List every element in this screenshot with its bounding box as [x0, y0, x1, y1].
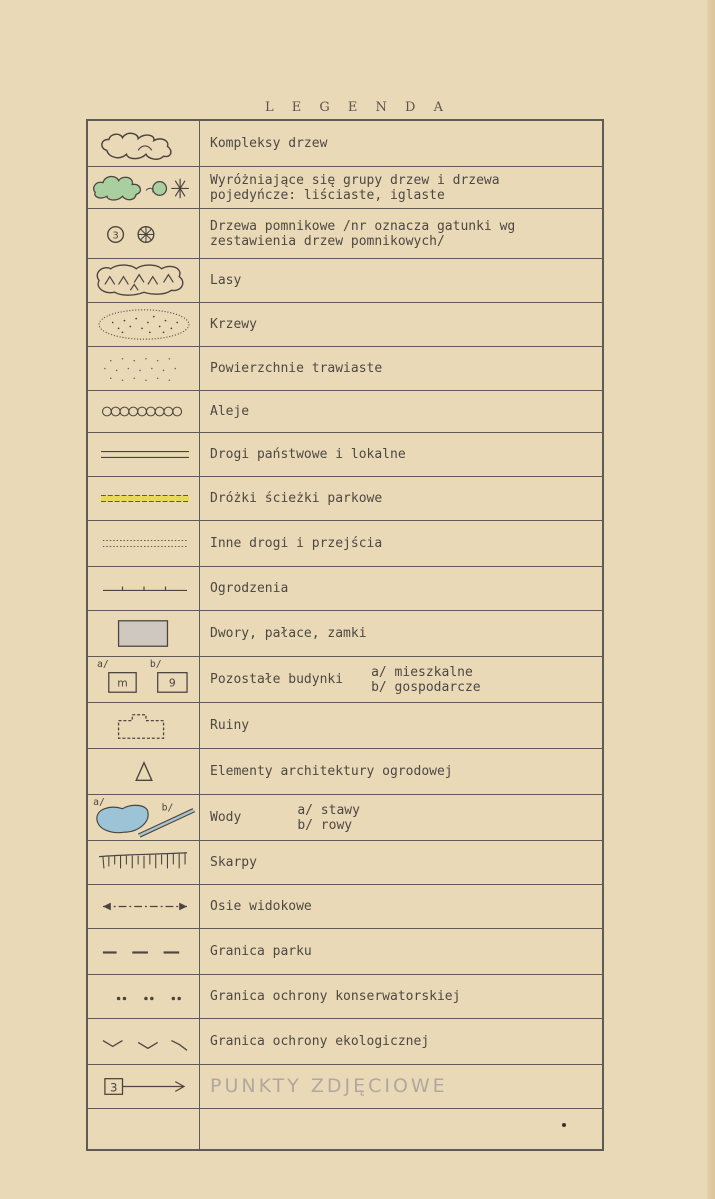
legend-row-view-axes: [88, 885, 602, 929]
legend-label: Granica ochrony ekologicznej: [210, 1034, 430, 1049]
legend-label: Dwory, pałace, zamki: [210, 626, 367, 641]
legend-sublabel-b: b/ gospodarcze: [371, 679, 481, 695]
legend-label: Krzewy: [210, 317, 257, 332]
forest-symbol-icon: [88, 259, 200, 302]
legend-row-tree-complexes: [88, 121, 602, 167]
legend-row-tree-groups: [88, 167, 602, 209]
legend-label: [210, 795, 596, 840]
legend-row-waters: [88, 795, 602, 841]
monument-tree-number: 3: [112, 230, 119, 242]
legend-sublabel-a: a/ stawy: [297, 802, 360, 818]
legend-label: [210, 167, 596, 208]
legend-label: Ogrodzenia: [210, 581, 289, 596]
legend-row-main-roads: [88, 433, 602, 477]
water-a-marker: a/: [93, 796, 105, 808]
view-axis-symbol-icon: [88, 885, 200, 928]
legend-label-main: Wody: [210, 810, 242, 825]
legend-label: Granica parku: [210, 944, 312, 959]
legend-sublabel-a: a/ mieszkalne: [371, 664, 473, 680]
fence-symbol-icon: [88, 567, 200, 610]
other-building-symbol-icon: [88, 657, 200, 702]
legend-row-shrubs: [88, 303, 602, 347]
legend-label: Powierzchnie trawiaste: [210, 361, 383, 376]
photo-point-number: 3: [109, 1080, 118, 1095]
legend-label: Osie widokowe: [210, 899, 312, 914]
triangle-symbol-icon: [88, 749, 200, 794]
legend-label: [210, 1065, 596, 1108]
legend-row-escarpments: [88, 841, 602, 885]
legend-label-handwritten: PUNKTY ZDJĘCIOWE: [210, 1075, 448, 1097]
shrub-symbol-icon: [88, 303, 200, 346]
legend-label-line1: Wyróżniające się grupy drzew i drzewa: [210, 172, 500, 188]
legend-row-ruins: [88, 703, 602, 749]
legend-label-line1: Drzewa pomnikowe /nr oznacza gatunki wg: [210, 218, 516, 234]
building-b-marker: b/: [149, 658, 162, 670]
building-a-marker: a/: [97, 658, 109, 670]
avenue-symbol-icon: [88, 391, 200, 432]
legend-row-other-roads: [88, 521, 602, 567]
paper-edge: [707, 0, 715, 1199]
legend-label: Skarpy: [210, 855, 257, 870]
legend-label: [210, 657, 596, 702]
legend-row-photo-points: [88, 1065, 602, 1109]
legend-label-line2: pojedyńcze: liściaste, iglaste: [210, 187, 445, 203]
legend-label: [210, 209, 596, 258]
legend-row-forests: [88, 259, 602, 303]
legend-row-ecological-border: [88, 1019, 602, 1065]
legend-label-line2: zestawienia drzew pomnikowych/: [210, 233, 445, 249]
legend-row-garden-architecture: [88, 749, 602, 795]
legend-row-park-border: [88, 929, 602, 975]
legend-label: Lasy: [210, 273, 242, 288]
legend-row-fences: [88, 567, 602, 611]
legend-label: Kompleksy drzew: [210, 136, 328, 151]
water-b-marker: b/: [161, 802, 174, 814]
photo-point-symbol-icon: [88, 1065, 200, 1108]
conservation-border-symbol-icon: [88, 975, 200, 1018]
legend-label: Granica ochrony konserwatorskiej: [210, 989, 461, 1004]
legend-row-manors: [88, 611, 602, 657]
legend-row-park-paths: [88, 477, 602, 521]
legend-label: Aleje: [210, 404, 250, 419]
legend-label: Dróżki ścieżki parkowe: [210, 491, 383, 506]
legend-row-other-buildings: [88, 657, 602, 703]
escarpment-symbol-icon: [88, 841, 200, 884]
legend-label: Elementy architektury ogrodowej: [210, 764, 453, 779]
tree-group-symbol-icon: [88, 167, 200, 208]
legend-row-empty: [88, 1109, 602, 1149]
ink-dot: [562, 1123, 566, 1127]
manor-symbol-icon: [88, 611, 200, 656]
ruins-symbol-icon: [88, 703, 200, 748]
legend-label-main: Pozostałe budynki: [210, 672, 344, 687]
grass-symbol-icon: [88, 347, 200, 390]
park-border-symbol-icon: [88, 929, 200, 974]
tree-complex-symbol-icon: [88, 121, 200, 166]
legend-table: [86, 119, 604, 1151]
legend-label: Drogi państwowe i lokalne: [210, 447, 406, 462]
building-a-box-label: m: [117, 676, 128, 690]
legend-row-grass: [88, 347, 602, 391]
ecological-border-symbol-icon: [88, 1019, 200, 1064]
main-road-symbol-icon: [88, 433, 200, 476]
other-road-symbol-icon: [88, 521, 200, 566]
legend-title: L E G E N D A: [265, 100, 450, 115]
legend-label: Ruiny: [210, 718, 250, 733]
building-b-box-label: 9: [168, 676, 176, 690]
legend-row-avenues: [88, 391, 602, 433]
legend-sublabel-b: b/ rowy: [297, 817, 353, 833]
park-path-symbol-icon: [88, 477, 200, 520]
legend-row-conservation-border: [88, 975, 602, 1019]
monument-tree-symbol-icon: [88, 209, 200, 258]
legend-row-monument-trees: [88, 209, 602, 259]
legend-label: [210, 1109, 596, 1149]
legend-label: Inne drogi i przejścia: [210, 536, 383, 551]
water-symbol-icon: [88, 795, 200, 840]
empty-symbol-cell: [88, 1109, 200, 1149]
